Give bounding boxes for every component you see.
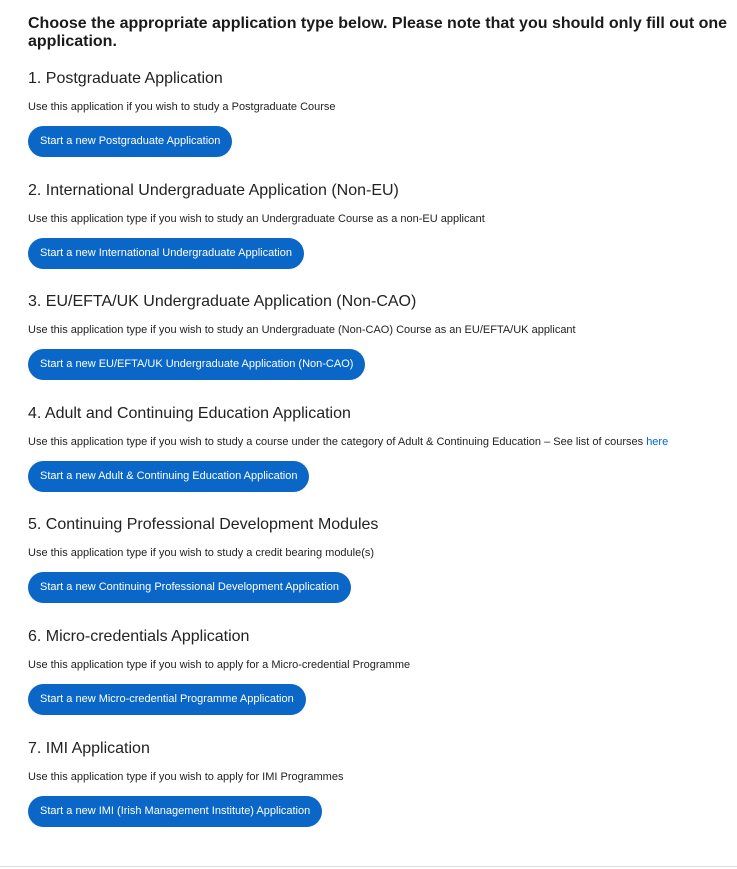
start-imi-application-button[interactable]: Start a new IMI (Irish Management Institute) Application bbox=[28, 796, 322, 827]
start-eu-efta-uk-undergraduate-application-button[interactable]: Start a new EU/EFTA/UK Undergraduate Application (Non-CAO) bbox=[28, 349, 365, 380]
section-imi bbox=[28, 739, 728, 851]
section-continuing-professional-development bbox=[28, 515, 728, 627]
section-description bbox=[28, 435, 668, 449]
section-title: 7. IMI Application bbox=[28, 739, 150, 757]
section-description: Use this application type if you wish to study an Undergraduate Course as a non-EU applicant bbox=[28, 212, 485, 225]
section-description: Use this application type if you wish to study a credit bearing module(s) bbox=[28, 547, 375, 560]
courses-list-link[interactable]: here bbox=[646, 435, 669, 448]
section-postgraduate bbox=[28, 69, 728, 181]
section-description-text: Use this application type if you wish to study a course under the category of Adult & Continuing Education – See list of courses bbox=[28, 435, 647, 448]
section-title: 3. EU/EFTA/UK Undergraduate Application (Non-CAO) bbox=[28, 293, 417, 311]
section-title: 6. Micro-credentials Application bbox=[28, 627, 250, 645]
intro-text: Choose the appropriate application type below. Please note that you should only fill out one application. bbox=[28, 15, 728, 50]
start-adult-continuing-education-application-button[interactable]: Start a new Adult & Continuing Education Application bbox=[28, 461, 309, 492]
section-description: Use this application if you wish to study a Postgraduate Course bbox=[28, 101, 336, 113]
section-description: Use this application type if you wish to apply for a Micro-credential Programme bbox=[28, 658, 411, 671]
section-eu-efta-uk-undergraduate bbox=[28, 292, 728, 404]
application-type-chooser bbox=[28, 15, 728, 850]
section-micro-credentials bbox=[28, 627, 728, 739]
section-title: 4. Adult and Continuing Education Application bbox=[28, 404, 351, 422]
bottom-divider bbox=[0, 866, 737, 867]
section-title: 1. Postgraduate Application bbox=[28, 70, 223, 87]
start-micro-credential-application-button[interactable]: Start a new Micro-credential Programme Application bbox=[28, 684, 306, 715]
section-title: 2. International Undergraduate Application (Non-EU) bbox=[28, 181, 399, 199]
section-description: Use this application type if you wish to study an Undergraduate (Non-CAO) Course as an EU/EFTA/UK applicant bbox=[28, 324, 576, 337]
section-title: 5. Continuing Professional Development Modules bbox=[28, 516, 379, 534]
section-adult-continuing-education bbox=[28, 404, 728, 516]
start-continuing-professional-development-application-button[interactable]: Start a new Continuing Professional Development Application bbox=[28, 572, 351, 603]
start-international-undergraduate-application-button[interactable]: Start a new International Undergraduate Application bbox=[28, 238, 304, 269]
start-postgraduate-application-button[interactable]: Start a new Postgraduate Application bbox=[28, 126, 232, 157]
section-international-undergraduate bbox=[28, 181, 728, 293]
section-description: Use this application type if you wish to apply for IMI Programmes bbox=[28, 770, 344, 783]
